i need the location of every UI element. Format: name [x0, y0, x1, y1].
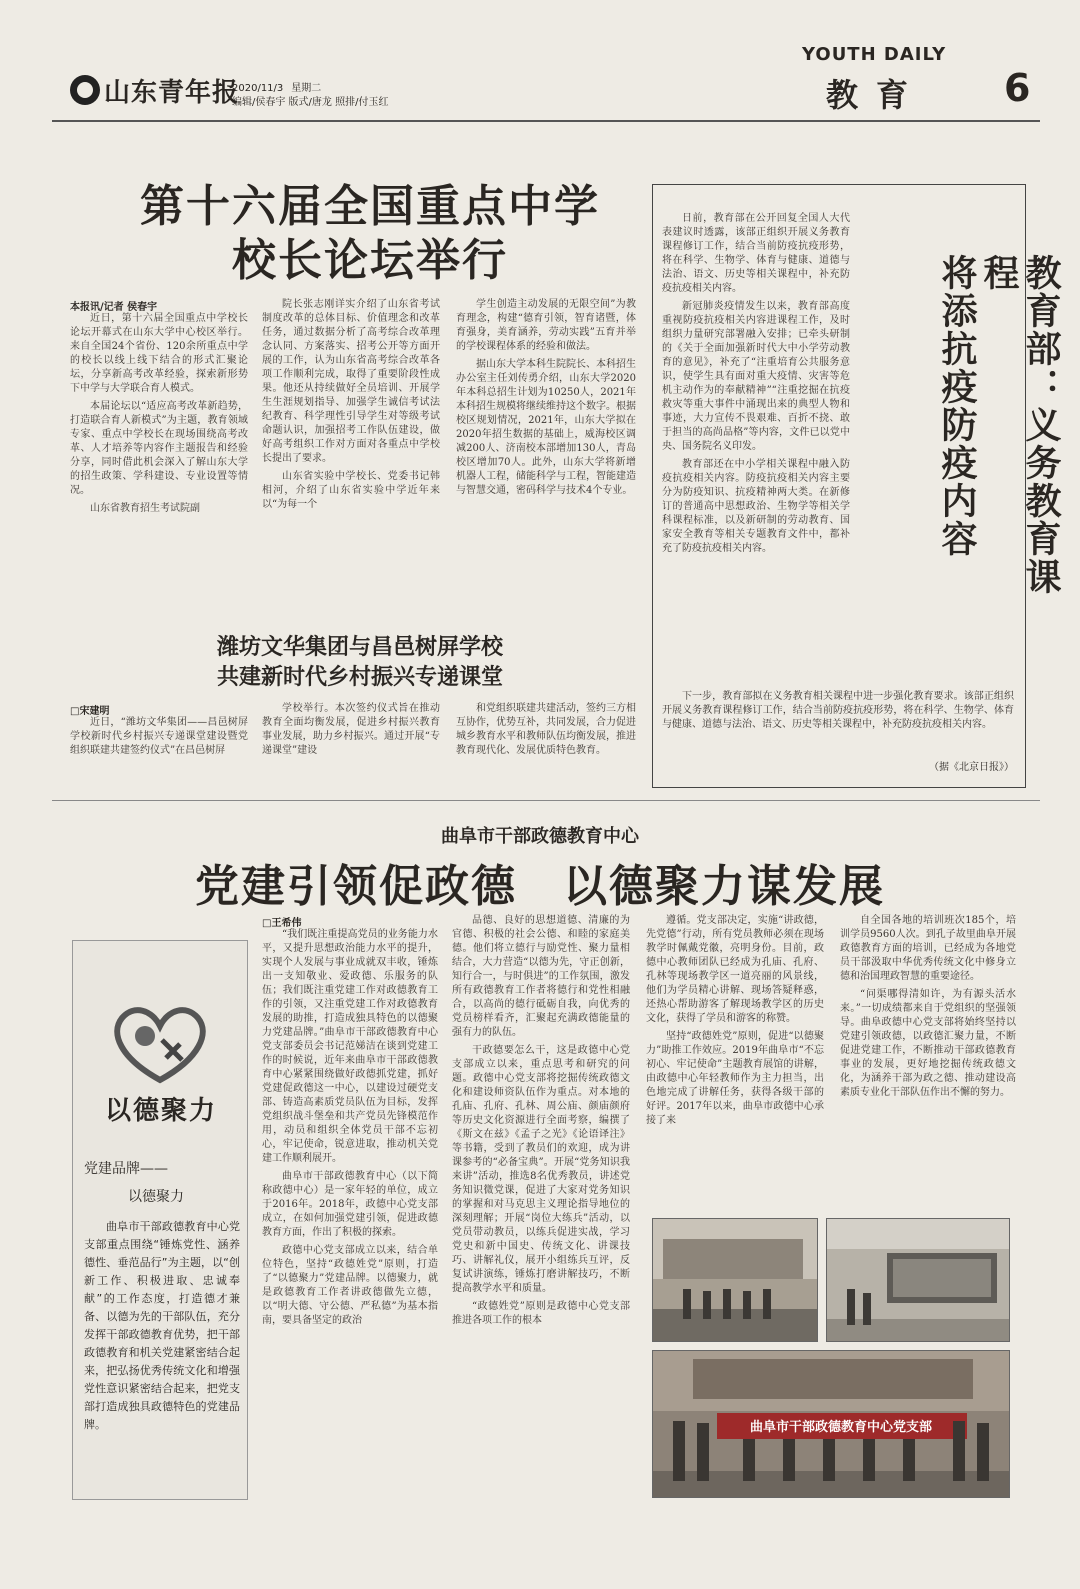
- article2-col2: [262, 702, 440, 762]
- article3-paragraph: 日前，教育部在公开回复全国人大代表建议时透露，该部正组织开展义务教育课程修订工作，结合当前防疫抗疫形势，将在科学、生物学、体育与健康、道德与法治、语文、历史等相关课程中，补充防疫抗疫相关内容。: [662, 213, 850, 294]
- article4-col4-p: 自全国各地的培训班次185个，培训学员9560人次。到孔子故里曲阜开展政德教育方面的培训，已经成为各地党员干部汲取中华优秀传统文化中修身立德和治国理政智慧的重要途径。: [840, 915, 1016, 982]
- emblem-text: 以德聚力: [104, 1096, 217, 1126]
- article2-title-line1: 潍坊文华集团与昌邑树屏学校: [216, 634, 503, 660]
- issue-date: 2020/11/3: [232, 83, 284, 94]
- article4-headline: 党建引领促政德 以德聚力谋发展: [195, 861, 885, 912]
- article4-col1-p: 政德中心党支部成立以来，结合单位特色，坚持“政德姓党”原则，打造了“以德聚力”党建品牌。以德聚力，就是政德教育工作者讲政德做先立德，以“明大德、守公德、严私德”为基本指南，要具备坚定的政治: [262, 1245, 438, 1326]
- article2-title-line2: 共建新时代乡村振兴专递课堂: [216, 664, 503, 690]
- article1-col3-p: 据山东大学本科生院院长、本科招生办公室主任刘传勇介绍，山东大学2020年本科总招生计划为10250人，2021年本科招生规模将继续维持这个数字。根据校区规划情况，2021年，山东大学拟在2020年招生数据的基础上，威海校区调减200人、济南校本部增加130人，青岛校区增加70人。此外，山东大学将新增机器人工程，储能科学与工程，智能建造与智慧交通，密码科学与技术4个专业。: [456, 359, 636, 496]
- article4-col1: [262, 928, 438, 1332]
- article3-paragraph: 教育部还在中小学相关课程中融入防疫抗疫相关内容。防疫抗疫相关内容主要分为防疫知识、抗疫精神两大类。在新修订的普通高中思想政治、生物学等相关学科课程标准，以及新研制的劳动教育、国家安全教育等相关专题教育文件中，都补充了防疫抗疫相关内容。: [662, 459, 850, 554]
- article3-col-left: [662, 212, 850, 560]
- article1-title-line1: 第十六届全国重点中学: [140, 181, 600, 232]
- article1-byline: 本报讯/记者 侯春宇: [70, 302, 158, 313]
- article1-headline: [110, 180, 630, 288]
- article2-col1-p: 近日，“潍坊文华集团——昌邑树屏学校新时代乡村振兴专递课堂建设暨党组织联建共建签约仪式”在昌邑树屏: [70, 717, 248, 756]
- article1-col2-p: 院长张志刚详实介绍了山东省考试制度改革的总体目标、价值理念和改革任务，通过数据分析了高考综合改革理念认同、方案落实、招考公开等方面开展的工作，认为山东省高考综合改革各项工作顺利完成，取得了重要阶段性成果。他还从持续做好全员培训、开展学生生涯规划指导、加强学生诚信考试法纪教育、科学理性引导学生对等级考试命题认识，加强招考工作队伍建设，做好高考组织工作对方面对各重点中学校长提出了要求。: [262, 299, 440, 464]
- article4-col2: [452, 914, 630, 1332]
- article4-col3: [646, 914, 824, 1132]
- article3-headline: [936, 254, 1062, 614]
- banner-text: 曲阜市干部政德教育中心党支部: [749, 1420, 932, 1435]
- article1-col1-p: 山东省教育招生考试院副: [90, 503, 200, 514]
- article1-col3-p: 学生创造主动发展的无限空间”为教育理念，构建“德育引领，智育诸暨，体育强身，美育涵养，劳动实践”五育并举的学校课程体系的经验和做法。: [456, 299, 636, 352]
- article2-headline: [180, 632, 540, 692]
- masthead-meta: [232, 82, 388, 110]
- article1-col3: [456, 298, 636, 502]
- photo-group-outdoor: [652, 1218, 818, 1342]
- article3-title-line2: 将添抗疫防疫内容: [936, 254, 978, 558]
- article3-col-bottom: [662, 690, 1014, 736]
- photo-exhibition-hall: [826, 1218, 1010, 1342]
- editor-credits: 编辑/侯春宇 版式/唐龙 照排/付玉红: [232, 97, 389, 108]
- article4-col1-p: 曲阜市干部政德教育中心（以下简称政德中心）是一家年轻的单位，成立于2016年。2018年，政德中心党支部成立，在如何加强党建引领，促进政德教育方面，作出了积极的探索。: [262, 1171, 438, 1238]
- sidebar-paragraph: 曲阜市干部政德教育中心党支部重点围绕“锤炼党性、涵养德性、垂范品行”为主题，以“创新工作、积极进取、忠诚奉献”的工作态度，打造德才兼备、以德为先的干部队伍，充分发挥干部政德教育优势，把干部政德教育和机关党建紧密结合起来，把弘扬优秀传统文化和增强党性意识紧密结合起来，把党支部打造成独具政德特色的党建品牌。: [84, 1220, 240, 1431]
- article1-col1-p: 近日，第十六届全国重点中学校长论坛开幕式在山东大学中心校区举行。来自全国24个省份、120余所重点中学的校长以线上线下结合的形式汇聚论坛，分享新高考改革经验，探索新形势下中学与大学联合育人模式。: [70, 313, 248, 394]
- article2-byline: □宋建明: [70, 706, 110, 717]
- section-title: 教育: [826, 76, 927, 114]
- article1-title-line2: 校长论坛举行: [232, 235, 508, 286]
- article4-kicker: 曲阜市干部政德教育中心: [441, 826, 639, 847]
- article3-source: （据《北京日报》）: [929, 762, 1014, 773]
- masthead-rule: [52, 120, 1040, 122]
- article1-col2: [262, 298, 440, 516]
- article2-col2-p: 学校举行。本次签约仪式旨在推动教育全面均衡发展，促进乡村振兴教育事业发展，助力乡村振兴。通过开展“专递课堂”建设: [262, 703, 440, 756]
- article3-paragraph: 新冠肺炎疫情发生以来，教育部高度重视防疫抗疫相关内容进课程工作，及时组织力量研究部署融入安排；已牵头研制的《关于全面加强新时代大中小学劳动教育的意见》，补充了“注重培育公共服务意识，使学生具有面对重大疫情、灾害等危机主动作为的奉献精神”“注重挖掘在抗疫救灾等重大事件中涌现出来的典型人物和事迹，大力宣传不畏艰难、百折不挠、敢于担当的高尚品格”等内容，文件已以党中央、国务院名义印发。: [662, 301, 850, 452]
- sidebar-body: [84, 1218, 240, 1434]
- article3-title-line1: 教育部：义务教育课程: [978, 254, 1062, 596]
- article4-col4: [840, 914, 1016, 1104]
- article4-col2-p: 干政德要怎么干，这是政德中心党支部成立以来，重点思考和研究的问题。政德中心党支部将挖掘传统政德文化和建设师资队伍作为重点。对本地的孔庙、孔府、孔林、周公庙、颜庙颜府等历史文化资源进行全面考察，编撰了《斯文在兹》《孟子之光》《论语译注》等书籍，受到了教员们的欢迎，成为讲课参考的“必备宝典”。开展“党务知识我来讲”活动，推选8名优秀教员，讲述党务知识微党课，促进了大家对党务知识的掌握和对马克思主义理论指导地位的深刻理解；开展“岗位大练兵”活动，以党员带动教员，以练兵促进实战，学习党史和新中国史、传统文化、讲课技巧、讲解礼仪，展开小组练兵互评，反复试讲演练，锤炼打磨讲解技巧，不断提高教学水平和质量。: [452, 1045, 630, 1294]
- page-number: 6: [1004, 66, 1031, 110]
- article1-col2-p: 山东省实验中学校长、党委书记韩相河，介绍了山东省实验中学近年来以“为每一个: [262, 471, 440, 510]
- issue-weekday: 星期二: [291, 83, 322, 94]
- article4-col2-p: 品德、良好的思想道德、清廉的为官德、积极的社会公德、和睦的家庭美德。他们将立德行与励党性、聚力量相结合，大力营造“以德为先，守正创新，知行合一，与时俱进”的工作氛围，激发所有政德教育工作者将德行和党性相融合，以高尚的德行砥砺自我，向优秀的党员榜样看齐，汇聚起充满政德能量的强有力的队伍。: [452, 915, 630, 1038]
- english-name: YOUTH DAILY: [802, 44, 947, 65]
- article3-paragraph: 下一步，教育部拟在义务教育相关课程中进一步强化教育要求。该部正组织开展义务教育课程修订工作，结合当前防疫抗疫形势，将在科学、生物学、体育与健康、道德与法治、语文、历史等相关课程中，补充防疫抗疫相关内容。: [662, 691, 1014, 730]
- article4-col3-p: 坚持“政德姓党”原则，促进“以德聚力”助推工作效应。2019年曲阜市“不忘初心、牢记使命”主题教育展馆的讲解，由政德中心年轻教师作为主力担当，出色地完成了讲解任务，获得各级干部的好评。2017年以来，曲阜市政德中心承接了来: [646, 1031, 824, 1126]
- sidebar-heading2: 以德聚力: [128, 1189, 184, 1205]
- article4-col1-p: “我们既注重提高党员的业务能力水平，又提升思想政治能力水平的提升，实现个人发展与事业成就双丰收，锤炼出一支知敬业、爱政德、乐服务的队伍；我们既注重党建工作对政德教育工作的引领，又注重党建工作对政德教育发展的助推，打造成独具特色的以德聚力党建品牌。”曲阜市干部政德教育中心党支部委员会书记范娣洁在谈到党建工作的时候说，近年来曲阜市干部政德教育中心紧紧围绕做好政德抓党建，抓好党建促政德这一中心，以建设过硬党支部、铸造高素质党员队伍为目标，发挥党组织战斗堡垒和共产党员先锋模范作用，动员和组织全体党员干部不忘初心，牢记使命，锐意进取，推动机关党建工作顺利展开。: [262, 929, 438, 1164]
- article2-col3-p: 和党组织联建共建活动，签约三方相互协作，优势互补，共同发展，合力促进城乡教育水平和教师队伍均衡发展，推进教育现代化、发展优质特色教育。: [456, 703, 636, 756]
- sidebar-heading1: 党建品牌——: [84, 1161, 168, 1177]
- article4-col2-p: “政德姓党”原则是政德中心党支部推进各项工作的根本: [452, 1301, 630, 1326]
- photo-exhibition-hall-image: [827, 1219, 1010, 1342]
- section-divider: [52, 800, 1040, 801]
- article2-col3: [456, 702, 636, 762]
- article4-byline: □王希伟: [262, 918, 302, 929]
- article4-col4-p: “问渠哪得清如许，为有源头活水来。”一切成绩都来自于党组织的坚强领导。曲阜政德中心党支部将始终坚持以党建引领政德，以政德汇聚力量，不断促进党建工作，不断推动干部政德教育事业的发展，更好地挖掘传统政德文化，为涵养干部为政之德、推动建设高素质专业化干部队伍作出不懈的努力。: [840, 989, 1016, 1098]
- party-emblem-icon: [100, 998, 220, 1088]
- photo-group-outdoor-image: [653, 1219, 818, 1342]
- article1-col1: [70, 312, 248, 520]
- article2-col1: [70, 716, 248, 762]
- newspaper-logo-icon: [70, 75, 100, 105]
- article1-col1-p: 本届论坛以“适应高考改革新趋势，打造联合育人新模式”为主题，教育领域专家、重点中学校长在现场围绕高考改革、人才培养等内容作主题报告和经验分享，同时借此机会深入了解山东大学的招生政策、学科建设、专业设置等情况。: [70, 401, 248, 496]
- newspaper-name: 山东青年报: [104, 78, 240, 108]
- article4-col3-p: 遵循。党支部决定，实施“讲政德，先党德”行动，所有党员教师必须在现场教学时佩戴党徽，亮明身份。目前，政德中心教师团队已经成为孔庙、孔府、孔林等现场教学区一道亮丽的风景线，他们为学员精心讲解、现场答疑释惑，还热心帮助游客了解现场教学区的历史文化，获得了学员和游客的称赞。: [646, 915, 824, 1024]
